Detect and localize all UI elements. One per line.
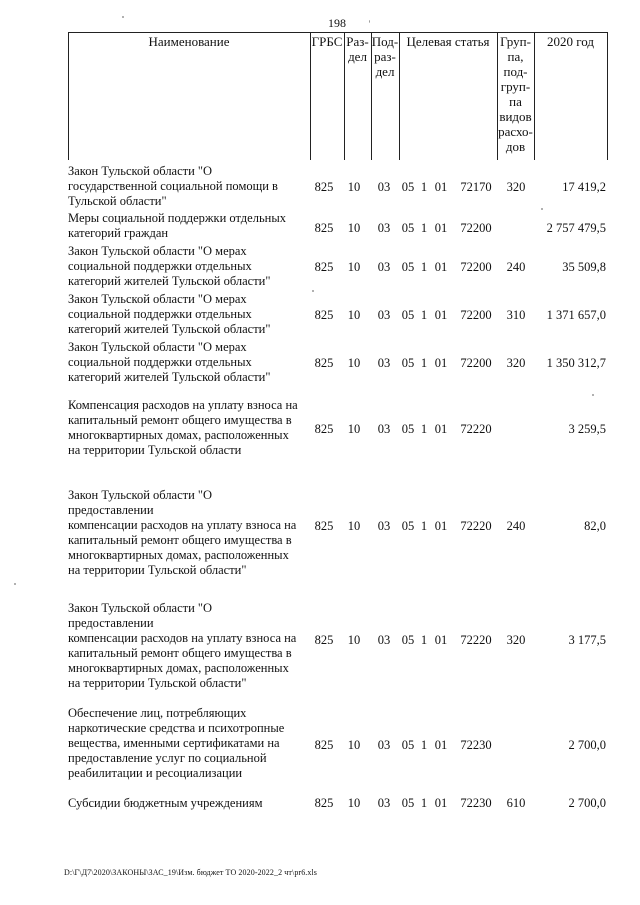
header-podrazdel: Под- раз- дел [371,34,399,79]
cell-grbs: 825 [314,422,334,436]
cell-sum: 3 259,5 [568,422,606,436]
cell-razdel: 10 [347,519,361,533]
cell-podrazdel: 03 [377,422,391,436]
header-grbs: ГРБС [311,34,343,49]
scan-speck [14,583,16,585]
cell-sum: 2 700,0 [568,738,606,752]
cell-razdel: 10 [347,796,361,810]
row-name: Закон Тульской области "О предоставлении компенсации расходов на уплату взноса на капитальный ремонт общего имущества в многоквартирных домах, расположенных на территории Тульской области" [68,488,297,577]
cell-grbs: 825 [314,519,334,533]
cell-target-subprogram: 1 [420,260,428,274]
cell-grbs: 825 [314,221,334,235]
cell-target-program: 05 [401,796,415,810]
cell-target-subprogram: 1 [420,180,428,194]
cell-group: 320 [506,180,526,194]
header-name: Наименование [148,34,230,49]
cell-target-event: 01 [434,221,448,235]
cell-target-code: 72200 [460,221,492,235]
cell-sum: 82,0 [584,519,606,533]
row-name: Закон Тульской области "О мерах социальной поддержки отдельных категорий жителей Тульской области" [68,292,271,336]
header-target: Целевая статья [406,34,490,49]
header-top-border [68,32,608,33]
scan-speck [122,16,124,18]
cell-target-code: 72220 [460,633,492,647]
cell-group: 240 [506,260,526,274]
cell-target-program: 05 [401,356,415,370]
cell-target-code: 72200 [460,356,492,370]
cell-podrazdel: 03 [377,796,391,810]
cell-target-subprogram: 1 [420,738,428,752]
row-name: Закон Тульской области "О мерах социальной поддержки отдельных категорий жителей Тульской области" [68,340,271,384]
table-header [68,32,608,160]
row-name: Меры социальной поддержки отдельных категорий граждан [68,211,286,240]
cell-target-code: 72200 [460,308,492,322]
cell-grbs: 825 [314,796,334,810]
cell-sum: 2 757 479,5 [546,221,606,235]
cell-razdel: 10 [347,356,361,370]
cell-sum: 2 700,0 [568,796,606,810]
cell-target-code: 72230 [460,738,492,752]
cell-razdel: 10 [347,260,361,274]
cell-grbs: 825 [314,738,334,752]
scan-speck [592,394,594,396]
cell-target-subprogram: 1 [420,422,428,436]
cell-podrazdel: 03 [377,519,391,533]
cell-target-program: 05 [401,633,415,647]
cell-podrazdel: 03 [377,260,391,274]
row-name: Закон Тульской области "О предоставлении компенсации расходов на уплату взноса на капитальный ремонт общего имущества в многоквартирных домах, расположенных на территории Тульской области" [68,601,297,690]
cell-grbs: 825 [314,633,334,647]
cell-target-subprogram: 1 [420,519,428,533]
cell-target-code: 72220 [460,422,492,436]
cell-target-program: 05 [401,422,415,436]
col-divider [399,32,400,160]
col-divider [68,32,69,160]
cell-target-event: 01 [434,738,448,752]
scan-speck [312,290,314,292]
row-name: Обеспечение лиц, потребляющих наркотические средства и психотропные вещества, именными сертификатами на предоставление услуг по социальной реабилитации и ресоциализации [68,706,285,780]
cell-target-event: 01 [434,796,448,810]
cell-razdel: 10 [347,180,361,194]
cell-razdel: 10 [347,308,361,322]
cell-target-program: 05 [401,180,415,194]
row-name: Субсидии бюджетным учреждениям [68,796,263,810]
col-divider [310,32,311,160]
cell-target-subprogram: 1 [420,356,428,370]
cell-razdel: 10 [347,221,361,235]
cell-target-program: 05 [401,260,415,274]
cell-grbs: 825 [314,180,334,194]
cell-target-program: 05 [401,221,415,235]
cell-target-program: 05 [401,519,415,533]
cell-target-event: 01 [434,422,448,436]
page-number: 198 [328,16,346,30]
cell-target-code: 72230 [460,796,492,810]
footer-file-path: D:\Г\Д7\2020\ЗАКОНЫ\ЗАС_19\Изм. бюджет ТО 2020-2022_2 чт\pr6.xls [64,868,318,877]
cell-sum: 3 177,5 [568,633,606,647]
row-name: Закон Тульской области "О мерах социальной поддержки отдельных категорий жителей Тульской области" [68,244,271,288]
cell-podrazdel: 03 [377,180,391,194]
cell-podrazdel: 03 [377,633,391,647]
row-name: Компенсация расходов на уплату взноса на капитальный ремонт общего имущества в многоквартирных домах, расположенных на территории Тульской области [68,398,298,457]
cell-target-event: 01 [434,633,448,647]
cell-podrazdel: 03 [377,738,391,752]
cell-target-program: 05 [401,738,415,752]
cell-group: 310 [506,308,526,322]
cell-target-program: 05 [401,308,415,322]
header-razdel: Раз- дел [346,34,369,64]
col-divider [534,32,535,160]
col-divider [607,32,608,160]
cell-target-subprogram: 1 [420,221,428,235]
cell-group: 610 [506,796,526,810]
header-year: 2020 год [547,34,594,49]
cell-sum: 1 371 657,0 [546,308,606,322]
scan-speck [369,20,370,23]
scan-speck [541,208,543,210]
cell-razdel: 10 [347,633,361,647]
cell-target-subprogram: 1 [420,633,428,647]
cell-group: 240 [506,519,526,533]
cell-target-code: 72220 [460,519,492,533]
cell-target-event: 01 [434,308,448,322]
cell-target-event: 01 [434,260,448,274]
cell-target-code: 72200 [460,260,492,274]
cell-grbs: 825 [314,308,334,322]
cell-target-subprogram: 1 [420,796,428,810]
cell-grbs: 825 [314,260,334,274]
cell-podrazdel: 03 [377,308,391,322]
cell-podrazdel: 03 [377,356,391,370]
header-group: Груп- па, под- груп- па видов расхо- дов [498,34,533,154]
cell-sum: 35 509,8 [562,260,606,274]
cell-grbs: 825 [314,356,334,370]
cell-group: 320 [506,633,526,647]
cell-target-event: 01 [434,519,448,533]
row-name: Закон Тульской области "О государственной социальной помощи в Тульской области" [68,164,278,208]
cell-target-event: 01 [434,356,448,370]
cell-razdel: 10 [347,738,361,752]
cell-group: 320 [506,356,526,370]
cell-razdel: 10 [347,422,361,436]
cell-sum: 17 419,2 [562,180,606,194]
cell-target-subprogram: 1 [420,308,428,322]
cell-podrazdel: 03 [377,221,391,235]
cell-target-event: 01 [434,180,448,194]
cell-sum: 1 350 312,7 [546,356,606,370]
cell-target-code: 72170 [460,180,492,194]
